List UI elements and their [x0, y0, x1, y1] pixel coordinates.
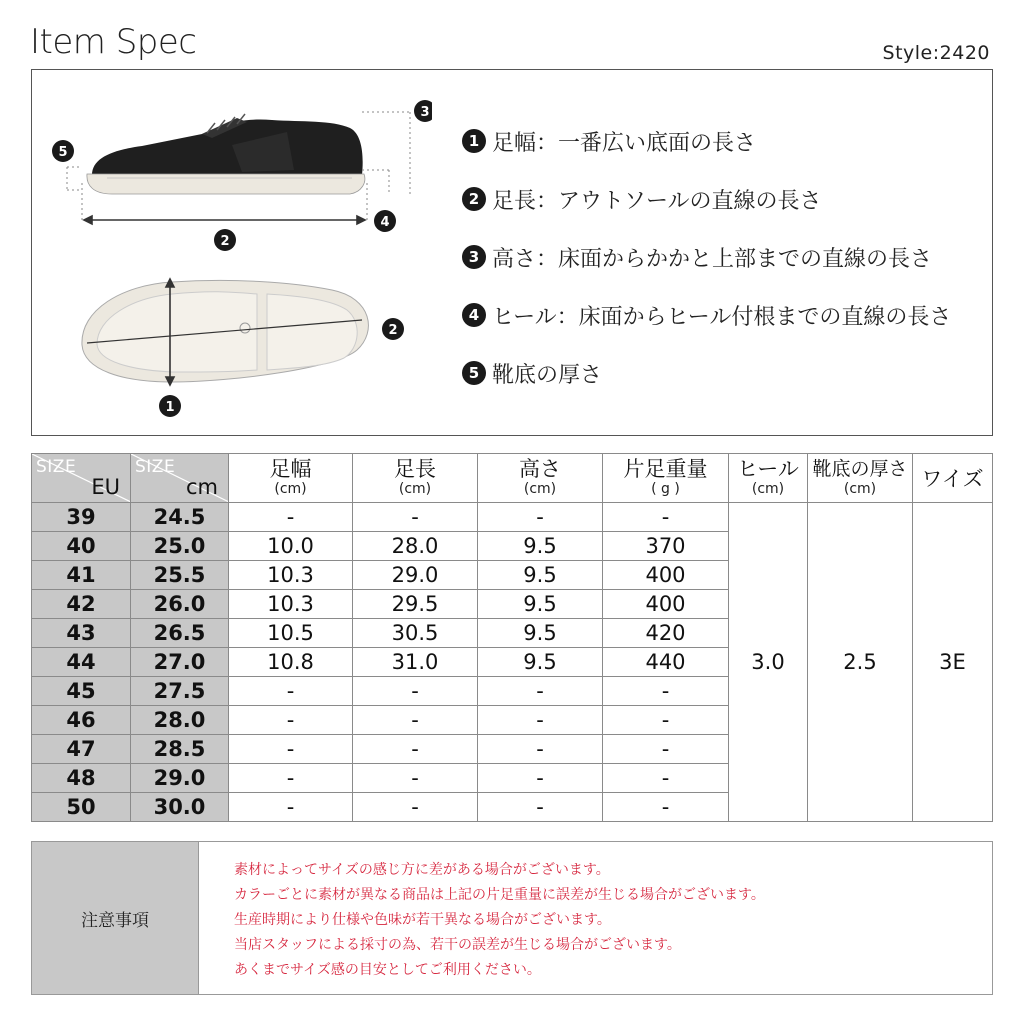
cell-eu: 48 — [32, 764, 131, 793]
badge-3-icon: 3 — [462, 245, 486, 269]
cell-height: - — [478, 677, 603, 706]
cell-height: - — [478, 706, 603, 735]
cell-width: - — [229, 793, 353, 822]
cell-weight: - — [603, 735, 729, 764]
legend-item-sole — [462, 344, 951, 402]
cell-width: 10.3 — [229, 561, 353, 590]
cell-width: 10.0 — [229, 532, 353, 561]
cell-eu: 44 — [32, 648, 131, 677]
legend-text: ヒール：床面からヒール付根までの直線の長さ — [492, 304, 952, 330]
svg-text:2: 2 — [388, 323, 398, 338]
notes-body — [199, 842, 992, 994]
size-label: SIZE — [36, 457, 77, 477]
header-length: 足長 (cm) — [353, 454, 478, 503]
cell-width: - — [229, 764, 353, 793]
table-row — [32, 503, 993, 532]
legend-item-length — [462, 170, 951, 228]
cell-eu: 40 — [32, 532, 131, 561]
legend-item-height — [462, 228, 951, 286]
cell-cm: 26.0 — [131, 590, 229, 619]
cell-weight: 400 — [603, 561, 729, 590]
cell-cm: 30.0 — [131, 793, 229, 822]
cell-height: 9.5 — [478, 561, 603, 590]
badge-5-icon — [52, 140, 74, 162]
cell-eu: 42 — [32, 590, 131, 619]
cell-sole-thickness: 2.5 — [808, 503, 913, 822]
cell-eu: 50 — [32, 793, 131, 822]
shoe-side-illustration — [87, 114, 365, 194]
cell-weight: - — [603, 793, 729, 822]
legend-item-heel — [462, 286, 951, 344]
badge-4-icon — [374, 210, 396, 232]
cell-heel: 3.0 — [729, 503, 808, 822]
cell-cm: 28.0 — [131, 706, 229, 735]
note-line: カラーごとに素材が異なる商品は上記の片足重量に誤差が生じる場合がございます。 — [234, 887, 765, 903]
cell-cm: 29.0 — [131, 764, 229, 793]
cell-length: 28.0 — [353, 532, 478, 561]
cell-cm: 28.5 — [131, 735, 229, 764]
cell-length: 29.0 — [353, 561, 478, 590]
cell-height: 9.5 — [478, 619, 603, 648]
cell-cm: 25.0 — [131, 532, 229, 561]
cell-eu: 46 — [32, 706, 131, 735]
note-line: 当店スタッフによる採寸の為、若干の誤差が生じる場合がございます。 — [234, 937, 681, 953]
svg-text:4: 4 — [380, 215, 390, 230]
header-heel: ヒール (cm) — [729, 454, 808, 503]
note-line: 生産時期により仕様や色味が若干異なる場合がございます。 — [234, 912, 611, 928]
legend-text: 高さ：床面からかかと上部までの直線の長さ — [492, 246, 933, 272]
cell-cm: 25.5 — [131, 561, 229, 590]
cell-weight: 420 — [603, 619, 729, 648]
cell-weight: - — [603, 503, 729, 532]
cell-eu: 45 — [32, 677, 131, 706]
header-sole-thickness: 靴底の厚さ (cm) — [808, 454, 913, 503]
legend-text: 足幅：一番広い底面の長さ — [492, 130, 757, 156]
cell-cm: 27.0 — [131, 648, 229, 677]
notes-heading: 注意事項 — [32, 842, 199, 994]
eu-label: EU — [91, 475, 120, 499]
svg-text:3: 3 — [420, 105, 430, 120]
notes-section — [31, 841, 993, 995]
cell-cm: 26.5 — [131, 619, 229, 648]
shoe-diagram — [32, 70, 432, 437]
cell-height: 9.5 — [478, 532, 603, 561]
cell-wise: 3E — [913, 503, 993, 822]
size-table — [31, 453, 993, 822]
svg-text:1: 1 — [165, 400, 175, 415]
cell-eu: 39 — [32, 503, 131, 532]
badge-5-icon: 5 — [462, 361, 486, 385]
cell-width: - — [229, 735, 353, 764]
header-size-eu — [32, 454, 131, 503]
cell-length: - — [353, 677, 478, 706]
cell-cm: 27.5 — [131, 677, 229, 706]
measurement-legend — [462, 112, 951, 402]
cell-height: 9.5 — [478, 590, 603, 619]
note-line: 素材によってサイズの感じ方に差がある場合がございます。 — [234, 862, 610, 878]
badge-4-icon: 4 — [462, 303, 486, 327]
cell-length: 31.0 — [353, 648, 478, 677]
badge-1-icon — [159, 395, 181, 417]
size-label: SIZE — [135, 457, 176, 477]
badge-1-icon: 1 — [462, 129, 486, 153]
page-title: Item Spec — [30, 22, 197, 62]
cell-width: - — [229, 503, 353, 532]
svg-text:5: 5 — [58, 145, 68, 160]
cell-length: - — [353, 764, 478, 793]
table-header-row — [32, 454, 993, 503]
note-line: あくまでサイズ感の目安としてご利用ください。 — [234, 962, 541, 978]
header-width: 足幅 (cm) — [229, 454, 353, 503]
cell-length: 29.5 — [353, 590, 478, 619]
cell-height: - — [478, 735, 603, 764]
badge-3-icon — [414, 100, 432, 122]
cell-width: - — [229, 706, 353, 735]
style-code: Style:2420 — [882, 42, 990, 64]
badge-2-icon: 2 — [462, 187, 486, 211]
cell-eu: 47 — [32, 735, 131, 764]
cell-height: - — [478, 793, 603, 822]
cell-weight: - — [603, 706, 729, 735]
cell-length: - — [353, 706, 478, 735]
cell-weight: - — [603, 764, 729, 793]
cell-eu: 41 — [32, 561, 131, 590]
cell-cm: 24.5 — [131, 503, 229, 532]
cell-eu: 43 — [32, 619, 131, 648]
cm-label: cm — [185, 475, 218, 499]
header-height: 高さ (cm) — [478, 454, 603, 503]
cell-height: - — [478, 764, 603, 793]
cell-length: - — [353, 503, 478, 532]
cell-weight: 400 — [603, 590, 729, 619]
cell-height: 9.5 — [478, 648, 603, 677]
cell-width: - — [229, 677, 353, 706]
cell-length: 30.5 — [353, 619, 478, 648]
cell-length: - — [353, 735, 478, 764]
badge-2-top-icon — [214, 229, 236, 251]
cell-length: - — [353, 793, 478, 822]
badge-2-bottom-icon — [382, 318, 404, 340]
legend-text: 靴底の厚さ — [492, 362, 603, 388]
cell-width: 10.5 — [229, 619, 353, 648]
header-wise: ワイズ — [913, 454, 993, 503]
svg-text:2: 2 — [220, 234, 230, 249]
cell-weight: 370 — [603, 532, 729, 561]
cell-width: 10.8 — [229, 648, 353, 677]
cell-weight: 440 — [603, 648, 729, 677]
header-size-cm — [131, 454, 229, 503]
spec-diagram-box — [31, 69, 993, 436]
legend-text: 足長：アウトソールの直線の長さ — [492, 188, 822, 214]
header-weight: 片足重量 ( g ) — [603, 454, 729, 503]
cell-height: - — [478, 503, 603, 532]
cell-width: 10.3 — [229, 590, 353, 619]
legend-item-width — [462, 112, 951, 170]
cell-weight: - — [603, 677, 729, 706]
